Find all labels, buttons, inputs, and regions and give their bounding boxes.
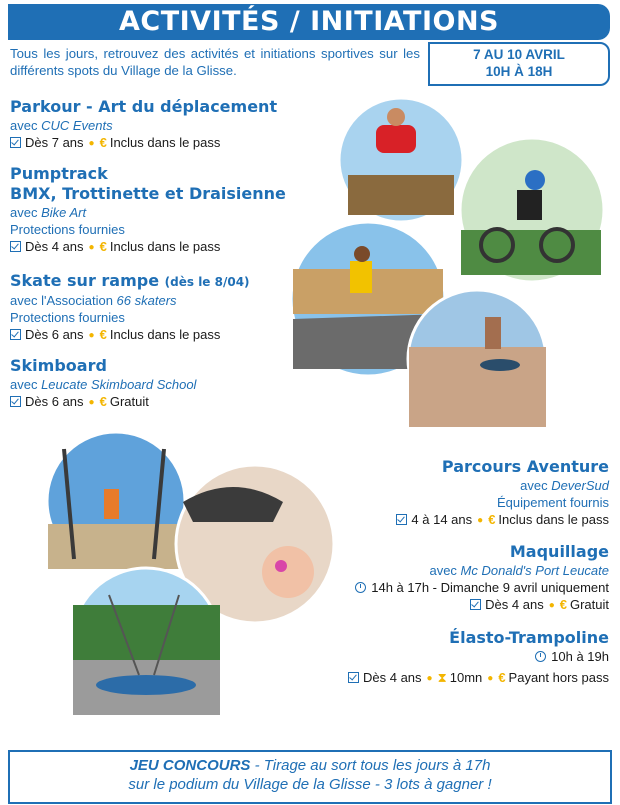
date-box: [428, 42, 610, 86]
photo-trampoline: [69, 565, 224, 720]
clock-icon: [355, 582, 366, 593]
photo-skimboard: [405, 287, 550, 432]
activity-title: Skate sur rampe (dès le 8/04): [10, 271, 250, 290]
euro-icon: €: [99, 239, 107, 254]
activity-details: Dès 6 ans ● € Gratuit: [10, 393, 196, 411]
bullet-icon: ●: [88, 138, 95, 149]
euro-icon: €: [99, 327, 107, 342]
photo-parkour: [336, 95, 466, 225]
euro-icon: €: [498, 670, 506, 685]
activity-title: Élasto-Trampoline: [449, 628, 609, 647]
bullet-icon: ●: [88, 330, 95, 341]
check-icon: [10, 329, 21, 340]
activity-note: Protections fournies: [10, 222, 125, 237]
euro-icon: €: [99, 135, 107, 150]
clock-icon: [535, 651, 546, 662]
hourglass-icon: ⧗: [437, 670, 447, 685]
activity-details: Dès 6 ans ● € Inclus dans le pass: [10, 326, 250, 344]
activity-note: Équipement fournis: [496, 495, 609, 510]
bullet-icon: ●: [487, 673, 494, 684]
activity-details: Dès 4 ans ● € Gratuit: [355, 596, 609, 614]
bullet-icon: ●: [426, 673, 433, 684]
check-icon: [10, 396, 21, 407]
page-title: ACTIVITÉS / INITIATIONS: [119, 6, 499, 37]
activity-title: Skimboard: [10, 356, 107, 375]
activity-title: Maquillage: [509, 542, 609, 561]
activity-note: Protections fournies: [10, 310, 125, 325]
photo-parcours: [44, 429, 189, 574]
activity-details: 4 à 14 ans ● € Inclus dans le pass: [396, 511, 609, 529]
bullet-icon: ●: [88, 397, 95, 408]
activity-provider: avec CUC Events: [10, 118, 113, 133]
check-icon: [396, 514, 407, 525]
check-icon: [348, 672, 359, 683]
contest-line-1: JEU CONCOURS - Tirage au sort tous les jours à 17h: [129, 757, 491, 774]
bullet-icon: ●: [548, 600, 555, 611]
euro-icon: €: [99, 394, 107, 409]
header-banner: [8, 4, 610, 40]
date-range: 7 AU 10 AVRIL: [473, 47, 565, 62]
intro-text: Tous les jours, retrouvez des activités et initiations sportives sur les différents spots du Village de la Glisse.: [10, 46, 420, 78]
activity-details: Dès 7 ans ● € Inclus dans le pass: [10, 134, 277, 152]
check-icon: [470, 599, 481, 610]
activity-time: 14h à 17h - Dimanche 9 avril uniquement: [355, 579, 609, 596]
activity-details: Dès 4 ans ● ⧗ 10mn ● € Payant hors pass: [348, 669, 609, 687]
activity-provider: avec DeverSud: [520, 478, 609, 493]
bullet-icon: ●: [477, 515, 484, 526]
check-icon: [10, 241, 21, 252]
activity-trampoline: [348, 628, 609, 687]
activity-skate: [10, 271, 250, 344]
bullet-icon: ●: [88, 242, 95, 253]
hours: 10H À 18H: [485, 64, 553, 79]
activity-provider: avec Leucate Skimboard School: [10, 377, 197, 392]
activity-title: Parkour - Art du déplacement: [10, 97, 278, 116]
activity-maquillage: [355, 542, 609, 614]
activity-title: Pumptrack: [10, 164, 108, 183]
euro-icon: €: [559, 597, 567, 612]
activity-provider: avec Bike Art: [10, 205, 87, 220]
activity-subtitle: BMX, Trottinette et Draisienne: [10, 184, 286, 203]
activity-skimboard: [10, 356, 196, 411]
activity-pumptrack: [10, 164, 286, 256]
activity-provider: avec l'Association 66 skaters: [10, 293, 177, 308]
photo-bmx: [457, 135, 607, 285]
euro-icon: €: [488, 512, 496, 527]
activity-parcours: [396, 457, 609, 529]
check-icon: [10, 137, 21, 148]
activity-title: Parcours Aventure: [441, 457, 609, 476]
activity-time: 10h à 19h: [348, 648, 609, 665]
activity-parkour: [10, 97, 277, 152]
activity-details: Dès 4 ans ● € Inclus dans le pass: [10, 238, 286, 256]
contest-box: [8, 750, 612, 804]
activity-provider: avec Mc Donald's Port Leucate: [429, 563, 609, 578]
contest-line-2: sur le podium du Village de la Glisse - 3 lots à gagner !: [128, 776, 492, 793]
